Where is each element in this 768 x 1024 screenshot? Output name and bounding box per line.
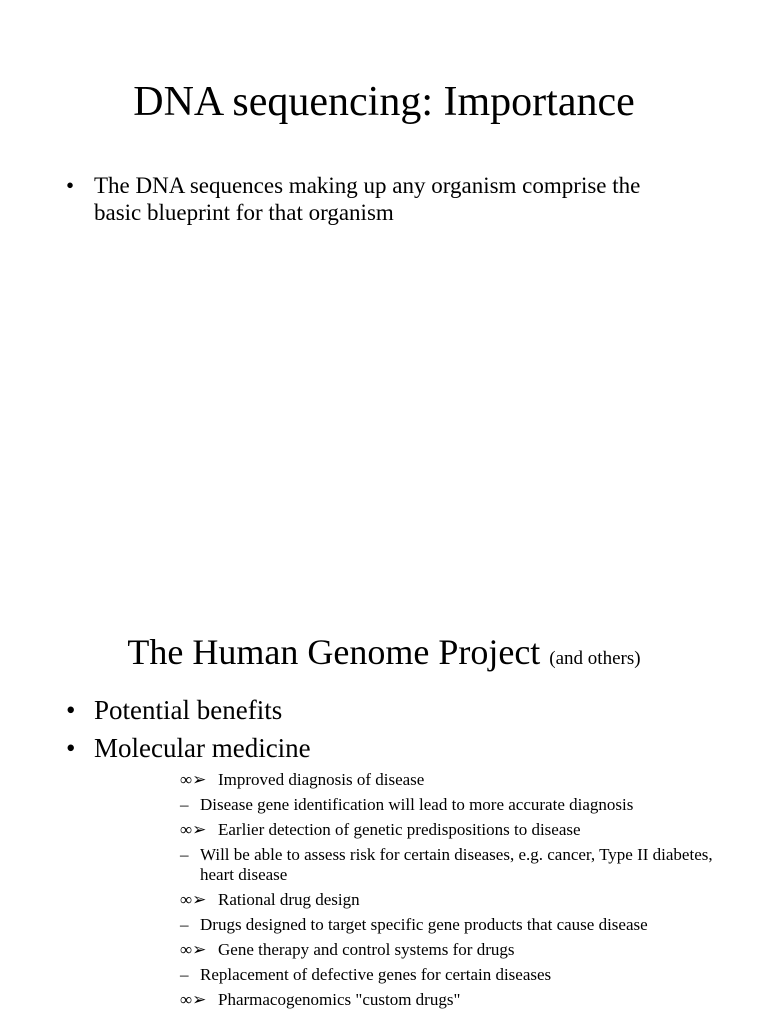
slide-2 — [0, 560, 768, 1024]
list-item-text: Earlier detection of genetic predispositions to disease — [218, 820, 581, 839]
list-item-text: Gene therapy and control systems for drugs — [218, 940, 515, 959]
list-item-text: Pharmacogenomics "custom drugs" — [218, 990, 461, 1009]
list-item — [180, 940, 720, 960]
list-item-text: Drugs designed to target specific gene products that cause disease — [200, 915, 648, 934]
list-item-text: Replacement of defective genes for certain diseases — [200, 965, 552, 984]
arrow-marker-icon: ∞➢ — [180, 820, 207, 839]
list-item-text: Disease gene identification will lead to more accurate diagnosis — [200, 795, 634, 814]
dash-marker-icon: – — [180, 915, 189, 934]
dash-marker-icon: – — [180, 845, 189, 864]
list-item — [180, 845, 720, 885]
list-item-text: Will be able to assess risk for certain diseases, e.g. cancer, Type II diabetes, heart disease — [200, 845, 713, 884]
list-item — [180, 795, 720, 815]
list-item — [180, 915, 720, 935]
dash-marker-icon: – — [180, 795, 189, 814]
slide-2-title — [0, 630, 768, 681]
list-item-text: Improved diagnosis of disease — [218, 770, 425, 789]
list-item — [180, 820, 720, 840]
slide-1-bullet — [60, 172, 680, 226]
list-item — [180, 770, 720, 790]
slide-2-title-main: The Human Genome Project — [127, 632, 541, 672]
slide-1-title: DNA sequencing: Importance — [133, 79, 635, 125]
list-item — [180, 965, 720, 985]
list-item — [180, 890, 720, 910]
arrow-marker-icon: ∞➢ — [180, 940, 207, 959]
slide-2-title-sub: (and others) — [549, 648, 641, 669]
slide-2-bullet — [60, 694, 710, 726]
bullet-dot-icon: • — [66, 173, 75, 198]
bullet-text: Potential benefits — [94, 695, 283, 725]
benefits-list — [180, 770, 720, 1015]
bullet-text: Molecular medicine — [94, 733, 311, 763]
bullet-text: The DNA sequences making up any organism comprise the basic blueprint for that organism — [94, 173, 641, 225]
arrow-marker-icon: ∞➢ — [180, 990, 207, 1009]
bullet-dot-icon: • — [66, 695, 76, 725]
list-item-text: Rational drug design — [218, 890, 360, 909]
bullet-dot-icon: • — [66, 733, 76, 763]
arrow-marker-icon: ∞➢ — [180, 890, 207, 909]
slide-2-bullet — [60, 732, 710, 764]
dash-marker-icon: – — [180, 965, 189, 984]
arrow-marker-icon: ∞➢ — [180, 770, 207, 789]
list-item — [180, 990, 720, 1010]
